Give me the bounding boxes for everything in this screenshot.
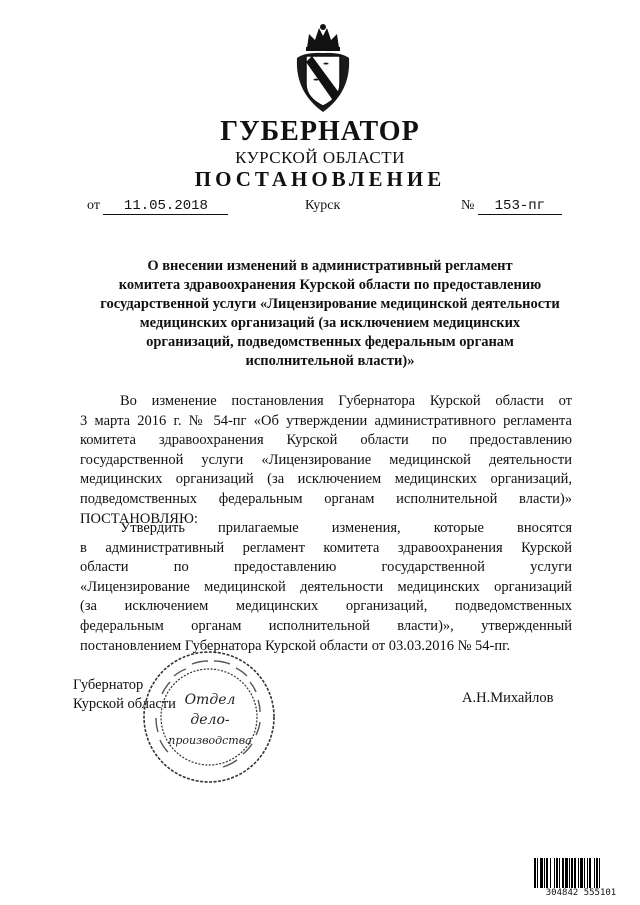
resolve-keyword: ПОСТАНОВЛЯЮ:: [80, 510, 198, 527]
paragraph-line: в административный регламент комитета здравоохранения Курской: [80, 539, 572, 556]
subject-line: О внесении изменений в административный регламент: [147, 258, 513, 274]
header-title: ГУБЕРНАТОР: [220, 116, 420, 147]
coat-of-arms-emblem: [293, 22, 353, 114]
paragraph-preamble: [80, 392, 572, 529]
document-type: ПОСТАНОВЛЕНИЕ: [194, 167, 446, 191]
number-prefix: №: [461, 198, 475, 213]
paragraph-line: Утвердить прилагаемые изменения, которые вносятся: [120, 520, 572, 536]
number-value: 153-пг: [478, 198, 562, 215]
document-date: [87, 198, 228, 215]
signature-title-line: Курской области: [73, 696, 176, 712]
paragraph-line: постановлением Губернатора Курской области от 03.03.2016 № 54-пг.: [80, 637, 511, 654]
date-prefix: от: [87, 198, 100, 213]
office-stamp: [140, 648, 278, 786]
paragraph-line: области по предоставлению государственной услуги: [80, 559, 572, 576]
stamp-text: производства: [168, 734, 252, 747]
paragraph-line: (за исключением медицинских организаций, подведомственных: [80, 598, 572, 615]
stamp-text: Отдел: [184, 692, 236, 708]
document-city: Курск: [305, 198, 341, 213]
subject-line: комитета здравоохранения Курской области по предоставлению: [118, 277, 542, 293]
paragraph-line: 3 марта 2016 г. № 54-пг «Об утверждении административного регламента: [80, 412, 572, 429]
subject-line: исполнительной власти)»: [245, 353, 415, 369]
date-value: 11.05.2018: [103, 198, 228, 215]
paragraph-line: «Лицензирование медицинской деятельности медицинских организаций: [80, 578, 572, 595]
paragraph-line: федеральным органам исполнительной власти)», утвержденный: [80, 617, 572, 634]
subject-line: медицинских организаций (за исключением медицинских: [139, 315, 521, 331]
stamp-text: дело-: [190, 712, 230, 728]
barcode: [533, 858, 629, 898]
paragraph-line: государственной услуги «Лицензирование медицинской деятельности: [80, 451, 572, 468]
barcode-bars: [533, 858, 629, 888]
header-region: КУРСКОЙ ОБЛАСТИ: [235, 148, 405, 167]
subject-line: государственной услуги «Лицензирование медицинской деятельности: [100, 296, 560, 312]
paragraph-line: подведомственных федеральным органам исполнительной власти)»: [80, 490, 572, 507]
paragraph-line: Во изменение постановления Губернатора Курской области от: [120, 393, 572, 409]
paragraph-line: комитета здравоохранения Курской области по предоставлению: [80, 432, 572, 449]
barcode-number: 304842 555101: [533, 888, 629, 898]
signature-title-line: Губернатор: [73, 677, 144, 693]
signatory-name: А.Н.Михайлов: [462, 690, 554, 706]
paragraph-resolution: [80, 519, 572, 656]
paragraph-line: медицинских организаций (за исключением медицинских организаций,: [80, 471, 572, 488]
subject-line: организаций, подведомственных федеральным органам: [146, 334, 514, 350]
document-subject: [80, 257, 580, 371]
document-number: [461, 198, 562, 215]
